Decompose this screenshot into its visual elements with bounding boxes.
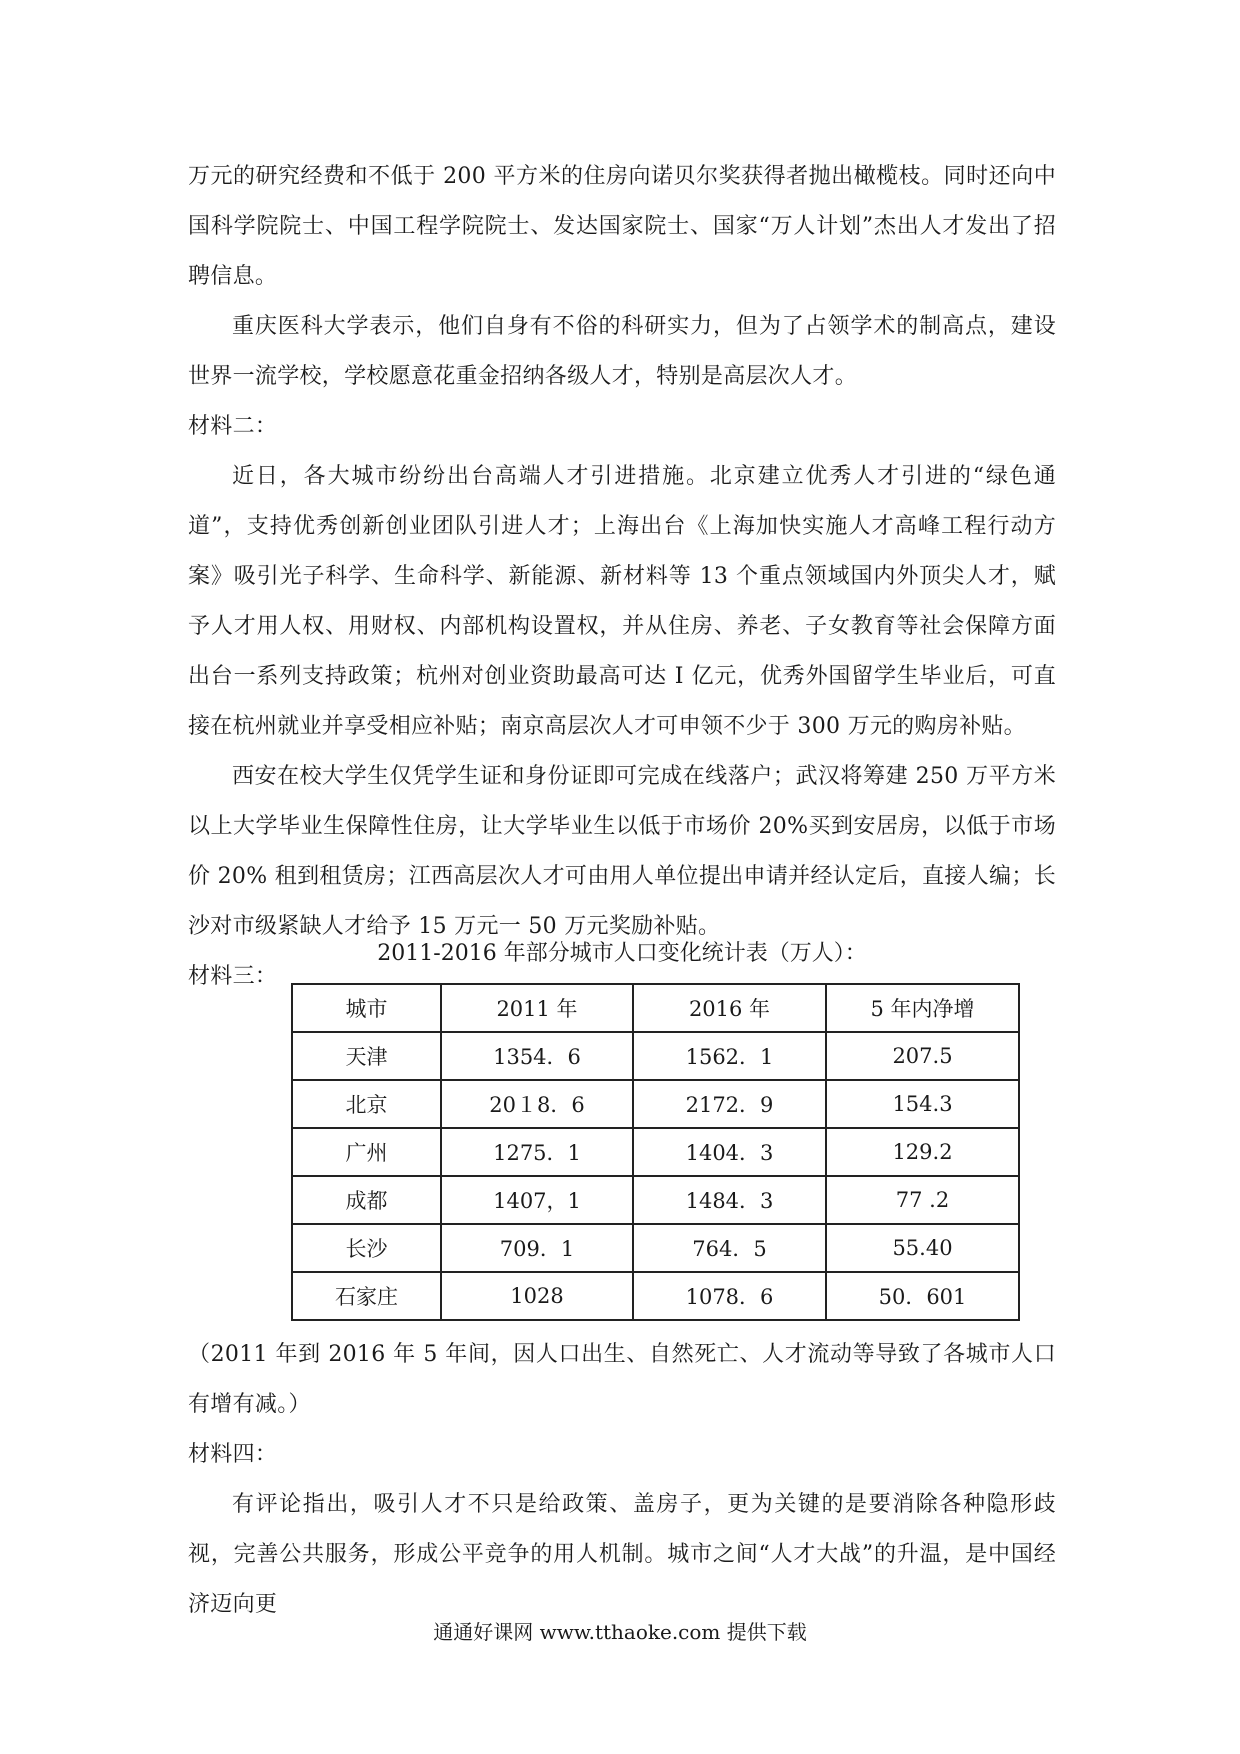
header-city: 城市 [292,984,441,1032]
table-row [292,1080,1019,1128]
cell-net: 207.5 [826,1032,1019,1080]
cell-2011: 20１8．6 [441,1080,633,1128]
material-4-heading: 材料四： [188,1442,278,1467]
material-3-heading: 材料三： [188,964,278,989]
cell-city: 石家庄 [292,1272,441,1320]
population-table [291,983,1020,1321]
cell-net: 50．601 [826,1272,1019,1320]
table-row [292,1176,1019,1224]
cell-city: 长沙 [292,1224,441,1272]
table-row [292,1128,1019,1176]
table-row [292,1272,1019,1320]
cell-2016: 764．5 [633,1224,826,1272]
cell-city: 广州 [292,1128,441,1176]
cell-2016: 1484．3 [633,1176,826,1224]
material-4-paragraph: 有评论指出，吸引人才不只是给政策、盖房子，更为关键的是要消除各种隐形歧视，完善公共服务，形成公平竞争的用人机制。城市之间“人才大战”的升温，是中国经济迈向更 [188,1492,1056,1617]
material-2-heading: 材料二： [188,414,278,439]
cell-2016: 1078．6 [633,1272,826,1320]
cell-2011: 1354．6 [441,1032,633,1080]
cell-city: 天津 [292,1032,441,1080]
cell-2016: 1404．3 [633,1128,826,1176]
table-row [292,1032,1019,1080]
cell-2016: 1562．1 [633,1032,826,1080]
cell-2011: 1028 [441,1272,633,1320]
header-net-increase: 5 年内净增 [826,984,1019,1032]
intro-paragraph-2: 重庆医科大学表示，他们自身有不俗的科研实力，但为了占领学术的制高点，建设世界一流学校，学校愿意花重金招纳各级人才，特别是高层次人才。 [188,314,1056,389]
cell-city: 北京 [292,1080,441,1128]
cell-net: 154.3 [826,1080,1019,1128]
cell-2011: 1407，1 [441,1176,633,1224]
cell-2011: 709．1 [441,1224,633,1272]
table-note: （2011 年到 2016 年 5 年间，因人口出生、自然死亡、人才流动等导致了各城市人口有增有减。） [188,1342,1056,1417]
intro-section [188,152,1056,1002]
lower-section [188,1330,1056,1630]
header-2011: 2011 年 [441,984,633,1032]
footer-credit: 通通好课网 www.tthaoke.com 提供下载 [433,1620,807,1644]
cell-city: 成都 [292,1176,441,1224]
table-caption: 2011-2016 年部分城市人口变化统计表（万人）： [377,941,867,966]
table-header-row [292,984,1019,1032]
cell-net: 77 .2 [826,1176,1019,1224]
material-2-paragraph-2: 西安在校大学生仅凭学生证和身份证即可完成在线落户；武汉将筹建 250 万平方米以上大学毕业生保障性住房，让大学毕业生以低于市场价 20%买到安居房，以低于市场价 20% 租到租赁房；江西高层次人才可由用人单位提出申请并经认定后，直接人编；长沙对市级紧缺人才给予 15 万元一 50 万元奖励补贴。 [188,764,1056,939]
header-2016: 2016 年 [633,984,826,1032]
cell-net: 55.40 [826,1224,1019,1272]
cell-2016: 2172．9 [633,1080,826,1128]
table-row [292,1224,1019,1272]
material-2-paragraph-1: 近日，各大城市纷纷出台高端人才引进措施。北京建立优秀人才引进的“绿色通道”，支持优秀创新创业团队引进人才；上海出台《上海加快实施人才高峰工程行动方案》吸引光子科学、生命科学、新能源、新材料等 13 个重点领域国内外顶尖人才，赋予人才用人权、用财权、内部机构设置权，并从住房、养老、子女教育等社会保障方面出台一系列支持政策；杭州对创业资助最高可达 I 亿元，优秀外国留学生毕业后，可直接在杭州就业并享受相应补贴；南京高层次人才可申领不少于 300 万元的购房补贴。 [188,464,1056,739]
cell-2011: 1275．1 [441,1128,633,1176]
cell-net: 129.2 [826,1128,1019,1176]
intro-paragraph-1: 万元的研究经费和不低于 200 平方米的住房向诺贝尔奖获得者抛出橄榄枝。同时还向中国科学院院士、中国工程学院院士、发达国家院士、国家“万人计划”杰出人才发出了招聘信息。 [188,164,1056,289]
